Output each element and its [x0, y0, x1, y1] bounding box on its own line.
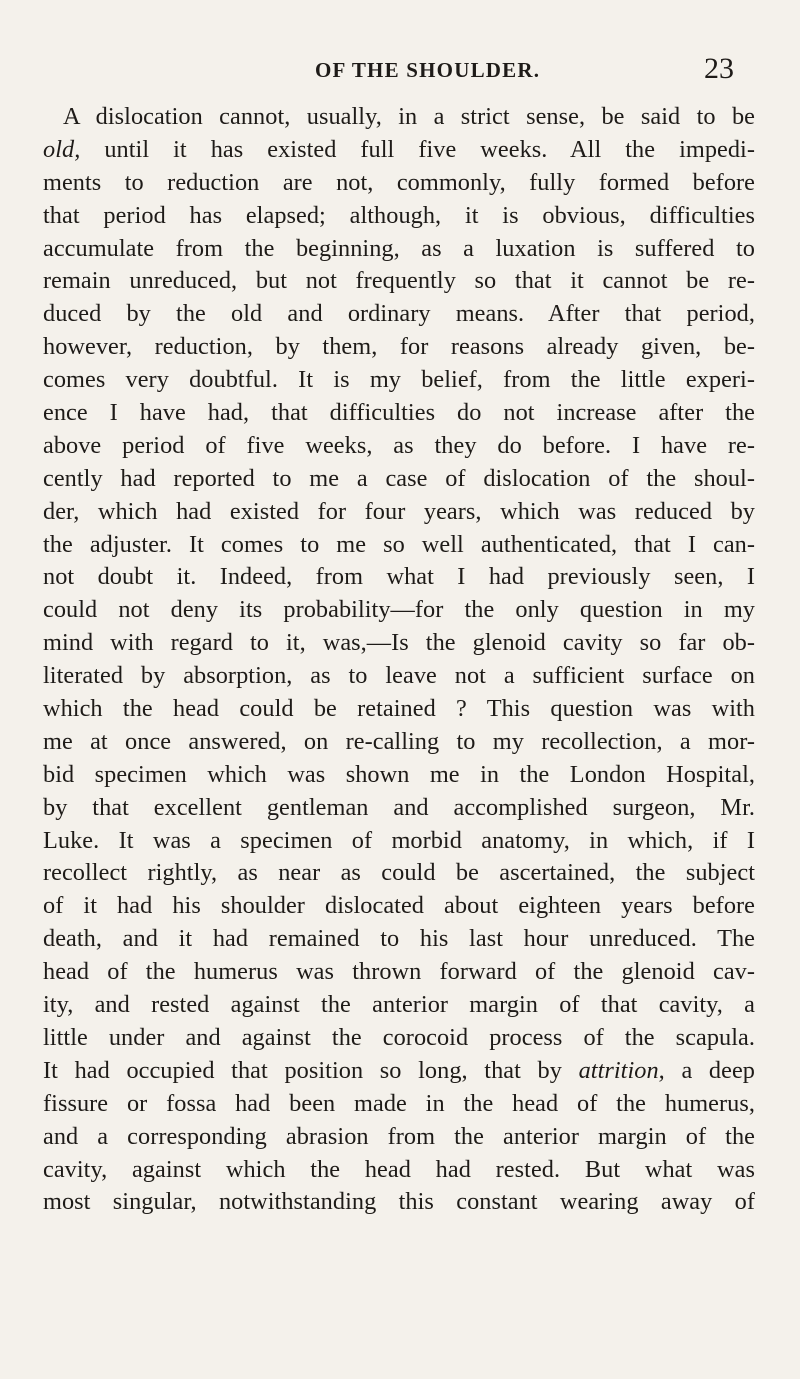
text-line: duced by the old and ordinary means. After that period,	[43, 300, 755, 328]
text-line: however, reduction, by them, for reasons already given, be-	[43, 333, 755, 361]
text-line: ments to reduction are not, commonly, fully formed before	[43, 168, 755, 196]
text-line: cavity, against which the head had rested. But what was	[43, 1155, 755, 1183]
text-line: mind with regard to it, was,—Is the glenoid cavity so far ob-	[43, 629, 755, 657]
text-line: remain unreduced, but not frequently so that it cannot be re-	[43, 267, 755, 295]
text-line: the adjuster. It comes to me so well authenticated, that I can-	[43, 530, 755, 558]
text-line: and a corresponding abrasion from the anterior margin of the	[43, 1122, 755, 1150]
text-line: of it had his shoulder dislocated about eighteen years before	[43, 892, 755, 920]
text-line: comes very doubtful. It is my belief, from the little experi-	[43, 366, 755, 394]
page-number: 23	[704, 52, 734, 85]
text-line: old, until it has existed full five weeks. All the impedi-	[43, 135, 755, 163]
text-line: not doubt it. Indeed, from what I had previously seen, I	[43, 563, 755, 591]
text-line: Luke. It was a specimen of morbid anatomy, in which, if I	[43, 826, 755, 854]
text-line: literated by absorption, as to leave not a sufficient surface on	[43, 662, 755, 690]
text-line: ity, and rested against the anterior margin of that cavity, a	[43, 991, 755, 1019]
text-line: fissure or fossa had been made in the head of the humerus,	[43, 1089, 755, 1117]
text-line: bid specimen which was shown me in the London Hospital,	[43, 760, 755, 788]
italic-text: attrition,	[578, 1056, 665, 1084]
text-line: A dislocation cannot, usually, in a strict sense, be said to be	[63, 103, 755, 130]
text-line: me at once answered, on re-calling to my recollection, a mor-	[43, 727, 755, 755]
text-line: ence I have had, that difficulties do not increase after the	[43, 399, 755, 427]
text-line: most singular, notwithstanding this constant wearing away of	[43, 1188, 755, 1216]
body-paragraph	[43, 101, 755, 1219]
text-line: by that excellent gentleman and accomplished surgeon, Mr.	[43, 793, 755, 821]
italic-text: old,	[43, 135, 81, 163]
text-line: der, which had existed for four years, which was reduced by	[43, 497, 755, 525]
running-head: OF THE SHOULDER.	[315, 58, 541, 82]
text-line: head of the humerus was thrown forward of the glenoid cav-	[43, 958, 755, 986]
text-line: cently had reported to me a case of dislocation of the shoul-	[43, 464, 755, 492]
text-line: above period of five weeks, as they do before. I have re-	[43, 431, 755, 459]
text-line: accumulate from the beginning, as a luxation is suffered to	[43, 234, 755, 262]
text-line: death, and it had remained to his last hour unreduced. The	[43, 925, 755, 953]
text-line: recollect rightly, as near as could be ascertained, the subject	[43, 859, 755, 887]
text-line: It had occupied that position so long, that by attrition, a deep	[43, 1056, 755, 1084]
text-line: which the head could be retained ? This question was with	[43, 695, 755, 723]
text-line: little under and against the corocoid process of the scapula.	[43, 1023, 755, 1051]
text-line: could not deny its probability—for the only question in my	[43, 596, 755, 624]
text-line: that period has elapsed; although, it is obvious, difficulties	[43, 201, 755, 229]
